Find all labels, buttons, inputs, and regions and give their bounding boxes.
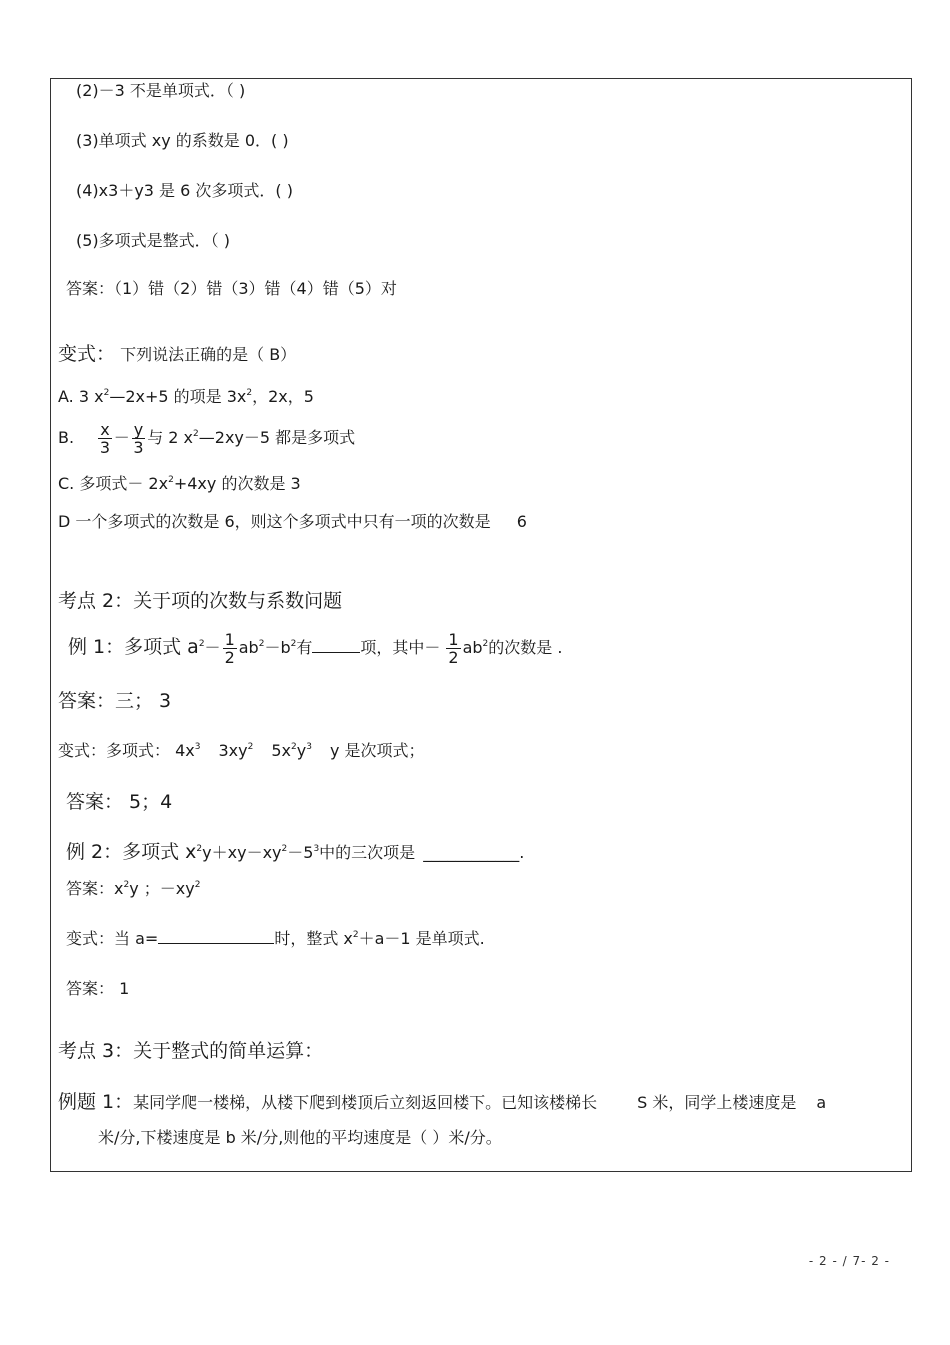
fraction-one-half: [223, 631, 237, 666]
variant1-heading: [58, 342, 296, 366]
frac-num: y: [133, 420, 144, 439]
example1-text: 例 1：多项式 a: [68, 636, 199, 658]
option-d: [58, 512, 527, 532]
variant3-blank[interactable]: [158, 929, 274, 944]
ex2-end: 中的三次项是: [319, 843, 416, 862]
variant3-mid: 时，整式 x: [274, 929, 353, 948]
question-2: (2)－3 不是单项式．（ ): [76, 81, 246, 100]
answer-variant2: 答案： 5；4: [66, 791, 173, 813]
ex2-five: －5: [287, 843, 314, 862]
fraction-x-over-3: [98, 421, 111, 456]
answer-ex1: 答案：三； 3: [58, 690, 172, 712]
ex1-b: －b: [264, 638, 291, 657]
ex2-blank[interactable]: ____________.: [423, 843, 525, 862]
var-exp3: 2: [291, 742, 297, 752]
frac-den: 3: [99, 438, 111, 457]
frac-num: x: [100, 420, 110, 439]
ans3-exp1: 2: [123, 880, 130, 890]
var-term3b: y: [296, 741, 307, 760]
example2-text: 例 2：多项式 x: [66, 841, 197, 863]
ex1-ab: ab: [238, 638, 259, 657]
example3-text-b: S 米，同学上楼速度是: [637, 1093, 797, 1112]
ex1-mid: 项，其中－: [360, 638, 441, 657]
fraction-y-over-3: [132, 421, 145, 456]
option-b-mid: 与 2 x: [147, 428, 194, 447]
option-a-mid: —2x+5 的项是 3x: [109, 387, 247, 406]
option-c-end: +4xy 的次数是 3: [173, 474, 301, 493]
ex1-have: 有: [296, 638, 313, 657]
option-b-end: —2xy－5 都是多项式: [198, 428, 356, 447]
option-c-text: C. 多项式－ 2x: [58, 474, 169, 493]
ex2-exp1: 2: [196, 844, 203, 854]
example3-text-c: a: [816, 1093, 827, 1112]
option-a-end: ，2x，5: [252, 387, 314, 406]
option-b: [58, 418, 355, 458]
example3-line2: 米/分,下楼速度是 b 米/分,则他的平均速度是（ ）米/分。: [98, 1128, 502, 1147]
option-b-exp: 2: [193, 429, 199, 439]
frac-den: 3: [133, 438, 144, 457]
var-term2: 3xy: [218, 741, 248, 760]
ans3-mid: y ；－xy: [129, 879, 195, 898]
point3-title: 考点 3：关于整式的简单运算：: [58, 1040, 324, 1062]
answer-variant3: 答案： 1: [66, 979, 130, 998]
ex2-exp2: 2: [281, 844, 288, 854]
page-number: - 2 - / 7- 2 -: [808, 1254, 890, 1268]
frac-num: 1: [448, 630, 459, 649]
example1: [68, 628, 562, 668]
question-4: (4)x3＋y3 是 6 次多项式．( ): [76, 181, 293, 200]
option-a-exp1: 2: [103, 388, 110, 398]
option-a: [58, 387, 314, 407]
var-exp2: 2: [247, 742, 254, 752]
option-b-label: B.: [58, 428, 75, 447]
option-a-exp2: 2: [246, 388, 253, 398]
variant2: [58, 741, 425, 761]
ex1-end: 的次数是 .: [488, 638, 563, 657]
ex1-exp4: 2: [482, 639, 489, 649]
option-c: [58, 474, 301, 494]
variant3-exp: 2: [352, 930, 359, 940]
ex2-exp3: 3: [313, 844, 320, 854]
ex1-ab2: ab: [462, 638, 483, 657]
fraction-one-half-2: [446, 631, 460, 666]
ans3-exp2: 2: [194, 880, 201, 890]
frac-den: 2: [224, 648, 235, 667]
example3-line1: [58, 1090, 826, 1114]
answer-ex2: [66, 879, 200, 899]
frac-num: 1: [224, 630, 235, 649]
answer-ex2-text: 答案：x: [66, 879, 124, 898]
ex1-exp2: 2: [258, 639, 265, 649]
ex1-exp1: 2: [198, 639, 205, 649]
ex1-minus: －: [204, 638, 221, 657]
option-d-text: D 一个多项式的次数是 6，则这个多项式中只有一项的次数是: [58, 512, 491, 531]
option-a-text: A. 3 x: [58, 387, 104, 406]
variant3-end: ＋a－1 是单项式.: [358, 929, 485, 948]
ex2-mid: y＋xy－xy: [202, 843, 282, 862]
minus-sign: －: [113, 428, 130, 447]
var-term3: 5x: [271, 741, 291, 760]
variant1-title: 变式：: [58, 343, 116, 365]
answer-part1: 答案：（1）错（2）错（3）错（4）错（5）对: [66, 279, 397, 298]
variant2-text: 变式：多项式： 4x: [58, 741, 195, 760]
ex1-exp3: 2: [290, 639, 297, 649]
frac-den: 2: [448, 648, 459, 667]
option-d-num: 6: [516, 512, 527, 531]
point2-title: 考点 2：关于项的次数与系数问题: [58, 590, 343, 612]
variant3: [66, 929, 485, 949]
var-exp1: 3: [194, 742, 201, 752]
example3-text-a: 某同学爬一楼梯，从楼下爬到楼顶后立刻返回楼下。已知该楼梯长: [133, 1093, 598, 1112]
option-c-exp: 2: [168, 475, 174, 485]
variant1-prompt: 下列说法正确的是（ B）: [120, 345, 297, 364]
question-5: (5)多项式是整式．（ ): [76, 231, 230, 250]
example3-label: 例题 1：: [58, 1091, 134, 1113]
question-3: (3)单项式 xy 的系数是 0．( ): [76, 131, 289, 150]
variant3-text: 变式：当 a=: [66, 929, 159, 948]
var-exp4: 3: [306, 742, 312, 752]
ex1-blank[interactable]: [312, 638, 360, 653]
var-end: y 是次项式；: [329, 741, 425, 760]
example2: [66, 840, 524, 864]
